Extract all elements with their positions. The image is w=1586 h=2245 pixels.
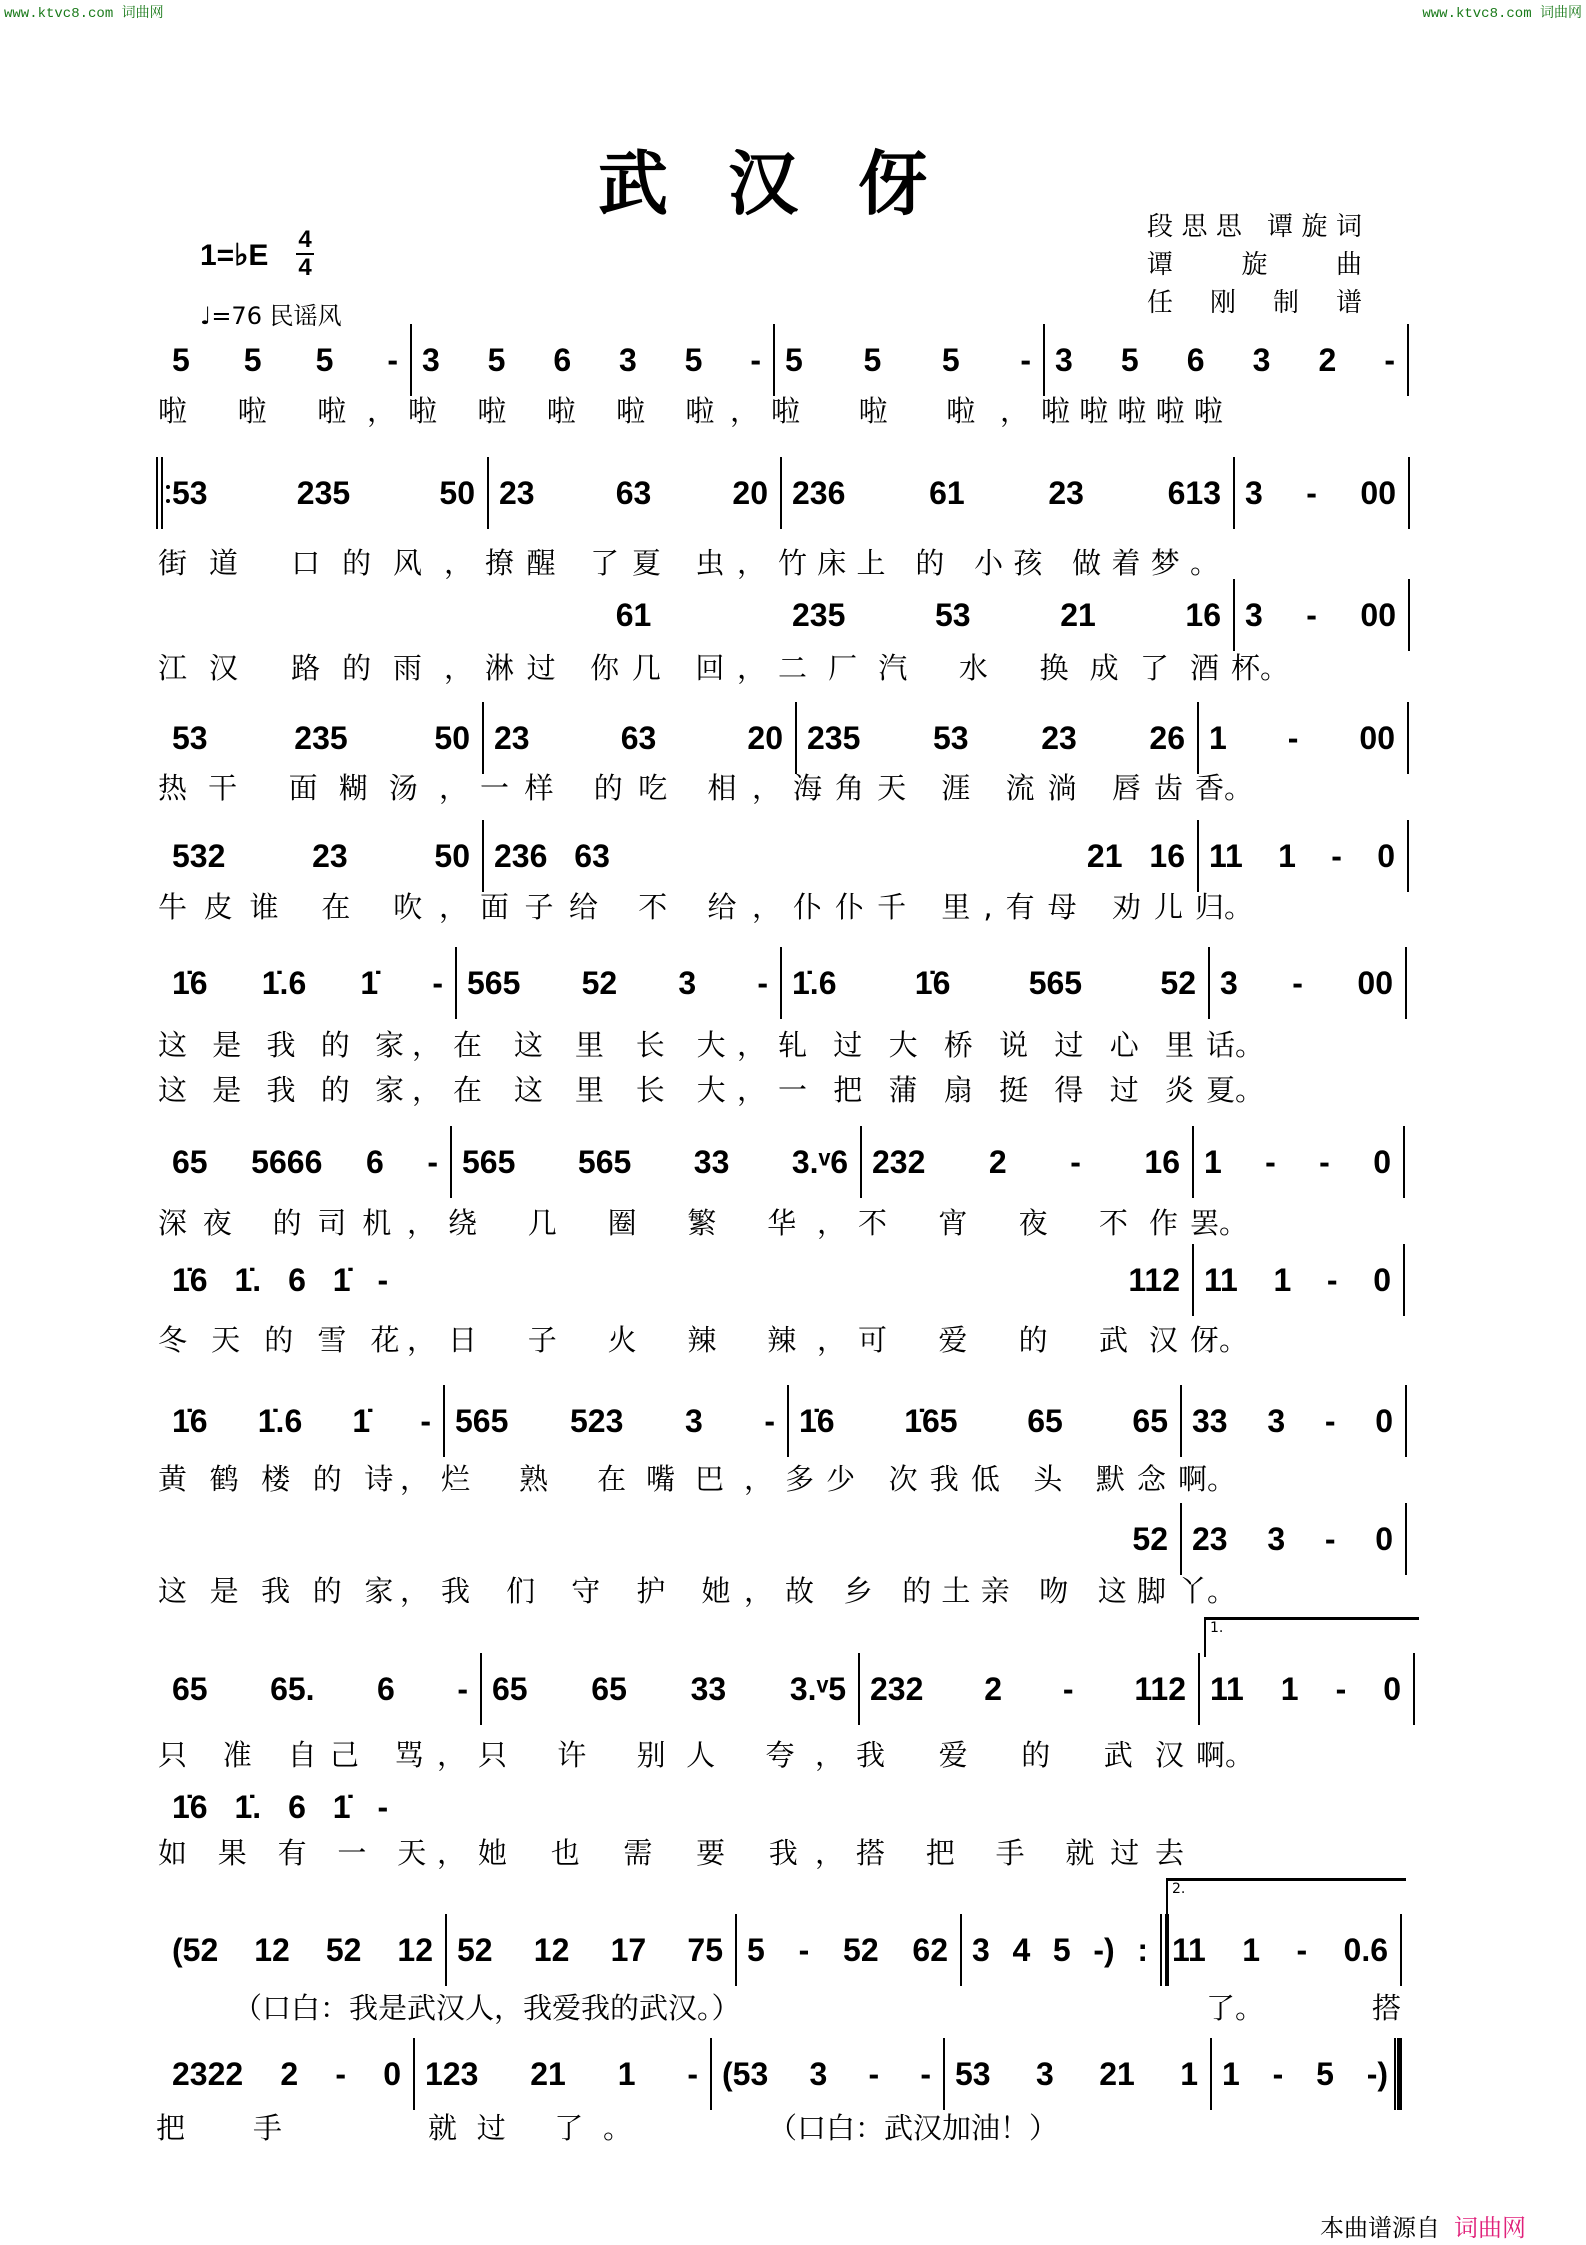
barline [1407, 324, 1409, 396]
barline [1198, 1653, 1200, 1725]
barline [1407, 820, 1409, 892]
barline [1208, 947, 1210, 1019]
barline [450, 1126, 452, 1198]
lyric-segment: 街道 口的风， [158, 546, 473, 580]
barline [443, 1385, 445, 1457]
barline [1407, 702, 1409, 774]
measure: 23 63 20 [494, 720, 783, 756]
lyric-segment: 啦 啦 啦， [158, 394, 396, 428]
barline [445, 1914, 447, 1986]
barline [1197, 820, 1199, 892]
credit-composer: 谭 旋 曲 [1147, 250, 1362, 280]
lyric-segment: 啊。 [1196, 1738, 1255, 1772]
measure: 33 3 - 0 [1192, 1403, 1393, 1439]
lyric-segment: 夏。 [1206, 1073, 1265, 1107]
barline [1210, 2038, 1212, 2110]
time-signature-top: 4 [298, 226, 312, 253]
barline [780, 947, 782, 1019]
measure: (53 3 - - [722, 2056, 931, 2092]
volta-label: 2. [1172, 1881, 1186, 1897]
barline [858, 1653, 860, 1725]
lyric-segment: 了。 [1206, 1991, 1265, 2025]
lyric-segment: 这 是 我 的 家， [158, 1574, 429, 1608]
lyric-segment: 话。 [1206, 1028, 1265, 1062]
measure: 5 5 5 - [785, 342, 1031, 378]
lyric-segment: 故 乡 的土亲 吻 这脚 [785, 1574, 1166, 1608]
repeat-start-barline [156, 457, 170, 529]
measure: 11 1 - 0 [1210, 1671, 1401, 1707]
lyric-segment: 日 子 火 辣 辣， [448, 1323, 846, 1357]
key-signature: 1=♭E [200, 239, 269, 272]
time-signature-bottom: 4 [298, 254, 312, 281]
lyric-segment: 搭 把 手 就过去 [856, 1836, 1184, 1870]
lyric-segment: 啦 啦 啦， [771, 394, 1029, 428]
measure: 236 63 [494, 838, 610, 874]
barline [487, 457, 489, 529]
barline [943, 2038, 945, 2110]
lyric-segment: 轧 过 大 桥 说 过 心 里 [778, 1028, 1194, 1062]
measure: 3 4 5 -) : [972, 1932, 1148, 1968]
barline [410, 324, 412, 396]
measure: 123 21 1 - [425, 2056, 698, 2092]
measure: 1̇6 1̇.6 1̇ - [172, 965, 443, 1001]
lyric-segment: 啦 啦 啦 啦 啦 [1041, 394, 1223, 428]
barline [1403, 1126, 1405, 1198]
measure [858, 1787, 1198, 1827]
barline [710, 2038, 712, 2110]
lyric-segment: 丫。 [1178, 1574, 1237, 1608]
measure: 11 1 - 0 [1209, 838, 1395, 874]
watermark-right: www.ktvc8.com 词曲网 [1422, 6, 1582, 22]
barline [1192, 1126, 1194, 1198]
measure: 53 235 50 [172, 720, 470, 756]
lyric-segment: 牛皮谁 在 吹， [158, 890, 468, 924]
barline [482, 820, 484, 892]
lyric-segment: 只 准 自己 骂， [158, 1738, 466, 1772]
barline [480, 1653, 482, 1725]
barline [1408, 457, 1410, 529]
measure: 565 565 33 3.ᵛ6 [462, 1144, 848, 1180]
barline [1400, 1914, 1402, 1986]
measure: 23 3 - 0 [1192, 1521, 1393, 1557]
measure: 565 523 3 - [455, 1403, 775, 1439]
lyric-segment: 搭 [1372, 1991, 1402, 2025]
measure: 21 16 [1086, 838, 1185, 874]
lyric-segment: 多少 次我低 头 默念 [785, 1462, 1166, 1496]
lyric-segment: 在 这 里 长 大， [453, 1028, 766, 1062]
measure: 2322 2 - 0 [172, 2056, 401, 2092]
barline [1233, 579, 1235, 651]
barline [1043, 324, 1045, 396]
measure: 3 - 00 [1245, 597, 1396, 633]
measure: 1̇6 1̇. 6 1̇ - [172, 1789, 389, 1825]
lyric-segment: 热干 面糊汤， [158, 771, 468, 805]
lyric-segment: 杯。 [1231, 651, 1290, 685]
barline [482, 702, 484, 774]
lyric-segment: 黄 鹤 楼 的 诗， [158, 1462, 429, 1496]
barline [960, 1914, 962, 1986]
lyric-segment: 淋过 你几 回， [485, 651, 766, 685]
lyric-segment: 一样 的吃 相， [480, 771, 781, 805]
barline [860, 1126, 862, 1198]
measure: 5 5 5 - [172, 342, 398, 378]
barline [1405, 1503, 1407, 1575]
lyric-segment: 她 也 需 要 我， [478, 1836, 844, 1870]
time-signature [296, 228, 314, 280]
lyric-segment: 在 这 里 长 大， [453, 1073, 766, 1107]
footer-source [1320, 2208, 1526, 2243]
lyric-segment: 二厂汽 水 换成了酒 [778, 651, 1219, 685]
measure: 232 2 - 16 [872, 1144, 1180, 1180]
lyric-segment: 罢。 [1190, 1206, 1249, 1240]
lyric-segment: 海角天 涯 流淌 唇齿 [793, 771, 1183, 805]
barline [1233, 457, 1235, 529]
measure: 23 63 20 [499, 475, 768, 511]
credit-lyricist: 段思思 谭旋词 [1147, 212, 1362, 242]
measure [1198, 1787, 1413, 1827]
measure: 1̇6 1̇.6 1̇ - [172, 1403, 431, 1439]
measure: 3 - 00 [1220, 965, 1393, 1001]
volta-bracket [1204, 1617, 1419, 1657]
barline [795, 702, 797, 774]
barline [413, 2038, 415, 2110]
measure: 65 65 33 3.ᵛ5 [492, 1671, 846, 1707]
measure: 52 [1132, 1521, 1168, 1557]
lyric-segment: 冬 天 的 雪 花， [158, 1323, 436, 1357]
measure: 53 3 21 1 [955, 2056, 1198, 2092]
lyric-segment: 归。 [1195, 890, 1254, 924]
measure: (52 12 52 12 [172, 1932, 433, 1968]
measure [450, 1260, 860, 1300]
measure: 232 2 - 112 [870, 1671, 1186, 1707]
measure: 235 53 23 26 [807, 720, 1185, 756]
lyric-segment: 可 爱 的 武汉 [858, 1323, 1178, 1357]
measure [443, 1519, 787, 1559]
measure: 3 5 6 3 2 - [1055, 342, 1395, 378]
measure: 235 53 21 16 [792, 597, 1221, 633]
lyric-segment: 只 许 别人 夸， [478, 1738, 844, 1772]
lyric-segment: 香。 [1195, 771, 1254, 805]
lyric-segment: 伢。 [1190, 1323, 1249, 1357]
barline [1197, 702, 1199, 774]
lyric-segment: 我 们 守 护 她， [441, 1574, 773, 1608]
barline [1403, 1244, 1405, 1316]
barline [1405, 1385, 1407, 1457]
measure: 236 61 23 613 [792, 475, 1221, 511]
lyric-segment: 把 手 [156, 2111, 282, 2145]
measure: 1 - - 0 [1204, 1144, 1391, 1180]
measure: 1̇.6 1̇6 565 52 [792, 965, 1196, 1001]
song-title: 武汉伢 [598, 142, 988, 225]
barline [1180, 1385, 1182, 1457]
lyric-segment: （口白：我是武汉人，我爱我的武汉。） [233, 1991, 741, 2025]
lyric-segment: 啦 啦 啦 啦 啦， [408, 394, 759, 428]
measure: 1̇6 1̇65 65 65 [799, 1403, 1168, 1439]
lyric-segment: 不 宵 夜 不作 [858, 1206, 1178, 1240]
tempo-marking: ♩=76 民谣风 [200, 302, 342, 330]
final-barline [1394, 2038, 1402, 2110]
lyric-segment: 就过 了。 [428, 2111, 632, 2145]
measure: 1 - 5 -) [1222, 2056, 1388, 2092]
watermark-left: www.ktvc8.com 词曲网 [4, 6, 164, 22]
lyric-segment: 深夜 的司机， [158, 1206, 436, 1240]
lyric-segment: 面子给 不 给， [480, 890, 781, 924]
measure: 1̇6 1̇. 6 1̇ - [172, 1262, 389, 1298]
measure: 53 235 50 [172, 475, 475, 511]
measure: 532 23 50 [172, 838, 470, 874]
lyric-segment: （口白：武汉加油！） [768, 2111, 1059, 2145]
repeat-end-barline [1160, 1914, 1174, 1986]
lyric-segment: 竹床上 的 小孩 做着梦。 [778, 546, 1219, 580]
lyric-segment: 啊。 [1178, 1462, 1237, 1496]
lyric-segment: 如 果 有 一 天， [158, 1836, 466, 1870]
volta-label: 1. [1210, 1620, 1224, 1636]
barline [1192, 1244, 1194, 1316]
lyric-segment: 绕 几 圈 繁 华， [448, 1206, 846, 1240]
measure [480, 1787, 858, 1827]
measure: 112 [1128, 1262, 1180, 1298]
measure [160, 1519, 443, 1559]
lyric-segment: 这 是 我 的 家， [158, 1073, 441, 1107]
lyric-segment: 江汉 路的雨， [158, 651, 473, 685]
measure: 3 5 6 3 5 - [422, 342, 761, 378]
lyric-segment: 烂 熟 在嘴巴， [441, 1462, 773, 1496]
lyric-segment: 仆仆千 里,有母 劝儿 [793, 890, 1183, 924]
barline [455, 947, 457, 1019]
barline [1408, 579, 1410, 651]
lyric-segment: 这 是 我 的 家， [158, 1028, 441, 1062]
measure: 11 1 - 0.6 [1172, 1932, 1388, 1968]
barline [1405, 947, 1407, 1019]
credit-transcriber: 任 刚 制 谱 [1147, 288, 1362, 318]
lyric-segment: 我 爱 的 武汉 [856, 1738, 1184, 1772]
measure: 52 12 17 75 [457, 1932, 723, 1968]
footer-source-label: 本曲谱源自 [1320, 2214, 1440, 2242]
measure: 65 65. 6 - [172, 1671, 468, 1707]
barline [1180, 1503, 1182, 1575]
measure: 3 - 00 [1245, 475, 1396, 511]
lyric-segment: 撩醒 了夏 虫， [485, 546, 766, 580]
barline [1413, 1653, 1415, 1725]
barline [773, 324, 775, 396]
measure: 5 - 52 62 [747, 1932, 948, 1968]
barline [735, 1914, 737, 1986]
barline [780, 457, 782, 529]
measure: 61 [615, 597, 652, 633]
measure: 11 1 - 0 [1204, 1262, 1391, 1298]
lyric-segment: 一 把 蒲 扇 挺 得 过 炎 [778, 1073, 1194, 1107]
measure: 565 52 3 - [467, 965, 768, 1001]
barline [787, 1385, 789, 1457]
volta-bracket [1166, 1878, 1406, 1918]
footer-site-link[interactable]: 词曲网 [1454, 2214, 1526, 2242]
measure: 1 - 00 [1209, 720, 1395, 756]
measure: 65 5666 6 - [172, 1144, 438, 1180]
measure [160, 595, 487, 635]
